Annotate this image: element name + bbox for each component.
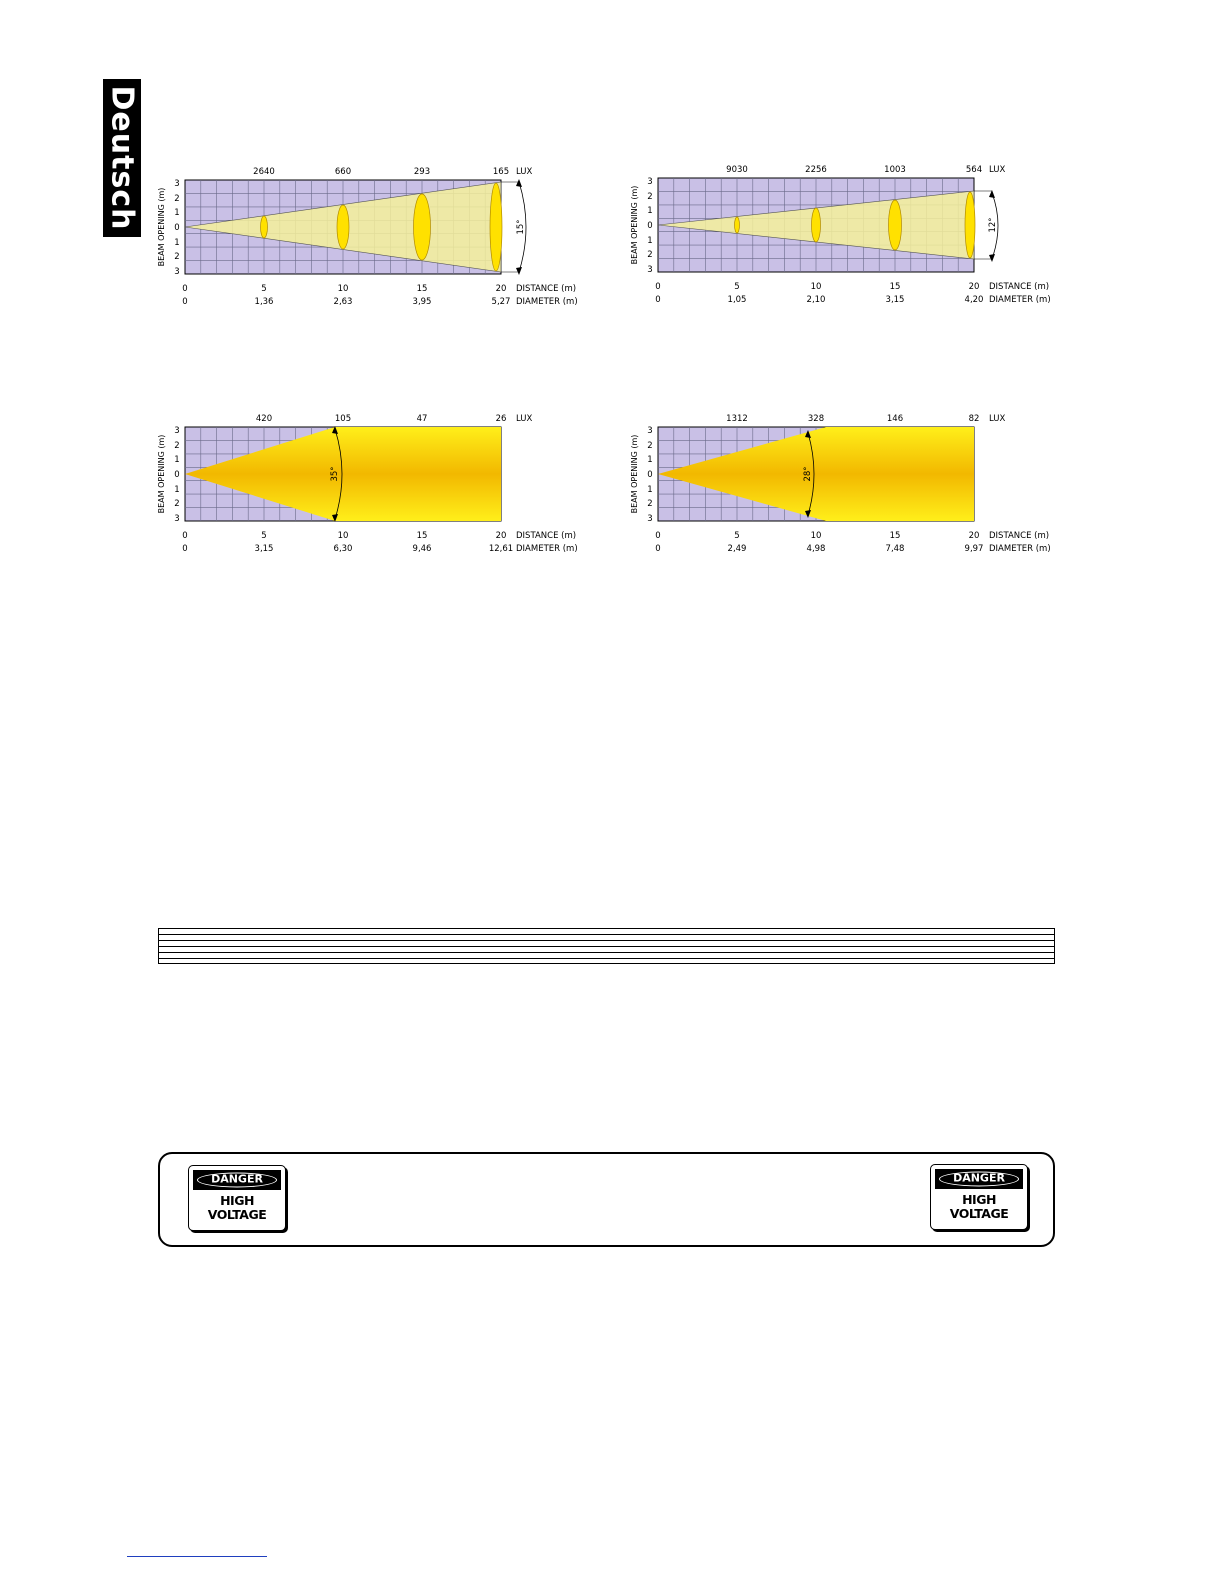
y-tick: 2 xyxy=(647,499,653,509)
beam-diagram-narrow-right xyxy=(628,162,1068,327)
y-tick: 1 xyxy=(647,236,653,246)
distance-value: 5 xyxy=(734,531,740,541)
diameter-labels xyxy=(655,295,1050,305)
danger-title: DANGER xyxy=(939,1172,1019,1187)
diameter-value: 4,20 xyxy=(964,295,984,305)
danger-line-1: HIGH xyxy=(962,1192,996,1207)
lux-value: 146 xyxy=(886,414,904,424)
danger-text xyxy=(189,1194,285,1222)
distance-unit-label: DISTANCE (m) xyxy=(516,284,577,294)
distance-value: 20 xyxy=(968,531,980,541)
diameter-unit-label: DIAMETER (m) xyxy=(516,544,578,554)
lux-labels xyxy=(726,414,1005,424)
cross-section-10m xyxy=(812,208,821,242)
lux-value: 1312 xyxy=(726,414,748,424)
y-tick: 2 xyxy=(174,441,180,451)
y-tick: 2 xyxy=(174,194,180,204)
diameter-unit-label: DIAMETER (m) xyxy=(989,295,1051,305)
y-tick: 3 xyxy=(647,265,653,275)
y-tick-labels xyxy=(647,177,652,275)
diameter-unit-label: DIAMETER (m) xyxy=(989,544,1051,554)
danger-title: DANGER xyxy=(197,1173,277,1188)
distance-labels xyxy=(182,531,576,541)
diameter-value: 2,49 xyxy=(727,544,747,554)
danger-line-2: VOLTAGE xyxy=(207,1207,267,1222)
lux-value: 2640 xyxy=(253,167,275,177)
angle-arrow-top xyxy=(516,179,522,187)
distance-value: 5 xyxy=(261,531,267,541)
y-tick: 1 xyxy=(174,455,180,465)
distance-value: 0 xyxy=(655,282,661,292)
distance-value: 15 xyxy=(416,284,428,294)
lux-labels xyxy=(253,167,532,177)
distance-unit-label: DISTANCE (m) xyxy=(989,282,1050,292)
beam-angle: 15° xyxy=(516,219,526,235)
beam-diagram-svg xyxy=(155,411,595,576)
diameter-value: 0 xyxy=(655,544,661,554)
y-tick: 1 xyxy=(174,208,180,218)
distance-value: 0 xyxy=(182,284,188,294)
diameter-value: 5,27 xyxy=(491,297,511,307)
lux-value: 165 xyxy=(492,167,510,177)
diameter-value: 3,95 xyxy=(412,297,432,307)
diameter-labels xyxy=(182,297,577,307)
danger-text xyxy=(931,1193,1027,1221)
y-tick: 0 xyxy=(174,223,180,233)
y-tick: 2 xyxy=(174,252,180,262)
y-tick: 0 xyxy=(647,221,653,231)
lux-labels xyxy=(256,414,533,424)
lux-value: 26 xyxy=(495,414,507,424)
diameter-value: 2,63 xyxy=(333,297,353,307)
lux-value: 660 xyxy=(334,167,352,177)
diameter-value: 9,97 xyxy=(964,544,984,554)
cross-section-20m xyxy=(490,183,502,271)
distance-value: 5 xyxy=(734,282,740,292)
beam-diagram-wide-left xyxy=(155,411,595,576)
diameter-value: 0 xyxy=(182,297,188,307)
beam-diagram-svg xyxy=(628,411,1068,576)
y-axis-title: BEAM OPENING (m) xyxy=(157,434,166,514)
lux-value: 564 xyxy=(965,165,983,175)
diameter-value: 9,46 xyxy=(412,544,432,554)
diameter-labels xyxy=(182,544,577,554)
language-tab xyxy=(103,79,141,237)
y-tick: 2 xyxy=(647,192,653,202)
distance-value: 0 xyxy=(182,531,188,541)
diameter-value: 3,15 xyxy=(254,544,274,554)
lux-value: 1003 xyxy=(884,165,906,175)
distance-value: 10 xyxy=(810,282,822,292)
distance-value: 15 xyxy=(889,282,901,292)
distance-value: 20 xyxy=(495,284,507,294)
y-tick: 1 xyxy=(647,206,653,216)
distance-unit-label: DISTANCE (m) xyxy=(989,531,1050,541)
y-tick: 3 xyxy=(174,179,180,189)
y-tick: 2 xyxy=(647,250,653,260)
lux-value: 105 xyxy=(334,414,352,424)
y-tick: 1 xyxy=(174,238,180,248)
y-tick: 1 xyxy=(174,485,180,495)
beam-angle: 12° xyxy=(988,217,998,233)
y-axis-title: BEAM OPENING (m) xyxy=(630,185,639,265)
y-tick-labels xyxy=(174,179,179,277)
lux-labels xyxy=(726,165,1005,175)
diameter-value: 7,48 xyxy=(885,544,905,554)
diameter-value: 4,98 xyxy=(806,544,826,554)
lux-value: 293 xyxy=(413,167,431,177)
distance-value: 10 xyxy=(337,531,349,541)
diameter-value: 12,61 xyxy=(488,544,514,554)
y-tick: 2 xyxy=(647,441,653,451)
danger-sign-left xyxy=(188,1165,286,1231)
cross-section-5m xyxy=(735,217,740,233)
lux-value: 47 xyxy=(416,414,428,424)
danger-line-1: HIGH xyxy=(220,1193,254,1208)
cross-section-10m xyxy=(337,205,349,249)
distance-value: 20 xyxy=(968,282,980,292)
beam-diagram-svg xyxy=(628,162,1068,327)
angle-arrow-bottom xyxy=(989,254,995,262)
diameter-value: 2,10 xyxy=(806,295,826,305)
diameter-value: 1,36 xyxy=(254,297,274,307)
language-tab-label: Deutsch xyxy=(104,85,140,231)
lux-value: 328 xyxy=(807,414,825,424)
y-axis-title: BEAM OPENING (m) xyxy=(157,187,166,267)
distance-labels xyxy=(655,282,1049,292)
distance-labels xyxy=(182,284,576,294)
cross-section-15m xyxy=(889,200,902,250)
y-tick: 1 xyxy=(647,485,653,495)
y-axis-title: BEAM OPENING (m) xyxy=(630,434,639,514)
y-tick: 0 xyxy=(174,470,180,480)
distance-value: 20 xyxy=(495,531,507,541)
y-tick: 1 xyxy=(647,455,653,465)
lux-unit-label: LUX xyxy=(516,414,533,424)
lux-unit-label: LUX xyxy=(989,414,1006,424)
lux-value: 2256 xyxy=(805,165,827,175)
distance-value: 10 xyxy=(337,284,349,294)
y-tick: 3 xyxy=(174,426,180,436)
lux-value: 420 xyxy=(255,414,273,424)
beam-angle: 28° xyxy=(803,466,813,482)
distance-value: 15 xyxy=(416,531,428,541)
diameter-unit-label: DIAMETER (m) xyxy=(516,297,578,307)
diameter-value: 0 xyxy=(655,295,661,305)
distance-value: 5 xyxy=(261,284,267,294)
beam-angle: 35° xyxy=(330,466,340,482)
diameter-value: 6,30 xyxy=(333,544,353,554)
lux-value: 9030 xyxy=(726,165,748,175)
danger-line-2: VOLTAGE xyxy=(949,1206,1009,1221)
beam-diagram-narrow-left xyxy=(155,164,595,329)
lux-unit-label: LUX xyxy=(516,167,533,177)
distance-value: 10 xyxy=(810,531,822,541)
distance-labels xyxy=(655,531,1049,541)
diameter-value: 3,15 xyxy=(885,295,905,305)
table-row xyxy=(159,953,1054,959)
y-tick-labels xyxy=(647,426,652,524)
footer-rule xyxy=(127,1556,267,1557)
danger-band xyxy=(193,1170,281,1190)
lux-unit-label: LUX xyxy=(989,165,1006,175)
danger-sign-right xyxy=(930,1164,1028,1230)
beam-diagram-svg xyxy=(155,164,595,329)
distance-unit-label: DISTANCE (m) xyxy=(516,531,577,541)
cross-section-5m xyxy=(261,216,268,238)
blank-ruled-table xyxy=(158,928,1055,964)
lux-value: 82 xyxy=(968,414,980,424)
cross-section-20m xyxy=(965,192,975,258)
diameter-value: 1,05 xyxy=(727,295,747,305)
beam-diagram-wide-right xyxy=(628,411,1068,576)
diameter-value: 0 xyxy=(182,544,188,554)
high-voltage-warning-box xyxy=(158,1152,1055,1247)
y-tick: 3 xyxy=(174,514,180,524)
y-tick: 3 xyxy=(647,177,653,187)
distance-value: 0 xyxy=(655,531,661,541)
distance-value: 15 xyxy=(889,531,901,541)
y-tick: 3 xyxy=(647,514,653,524)
y-tick: 0 xyxy=(647,470,653,480)
danger-band xyxy=(935,1169,1023,1189)
angle-arrow-bottom xyxy=(516,267,522,275)
cross-section-15m xyxy=(414,194,431,260)
diameter-labels xyxy=(655,544,1050,554)
y-tick: 2 xyxy=(174,499,180,509)
y-tick: 3 xyxy=(174,267,180,277)
y-tick-labels xyxy=(174,426,179,524)
y-tick: 3 xyxy=(647,426,653,436)
